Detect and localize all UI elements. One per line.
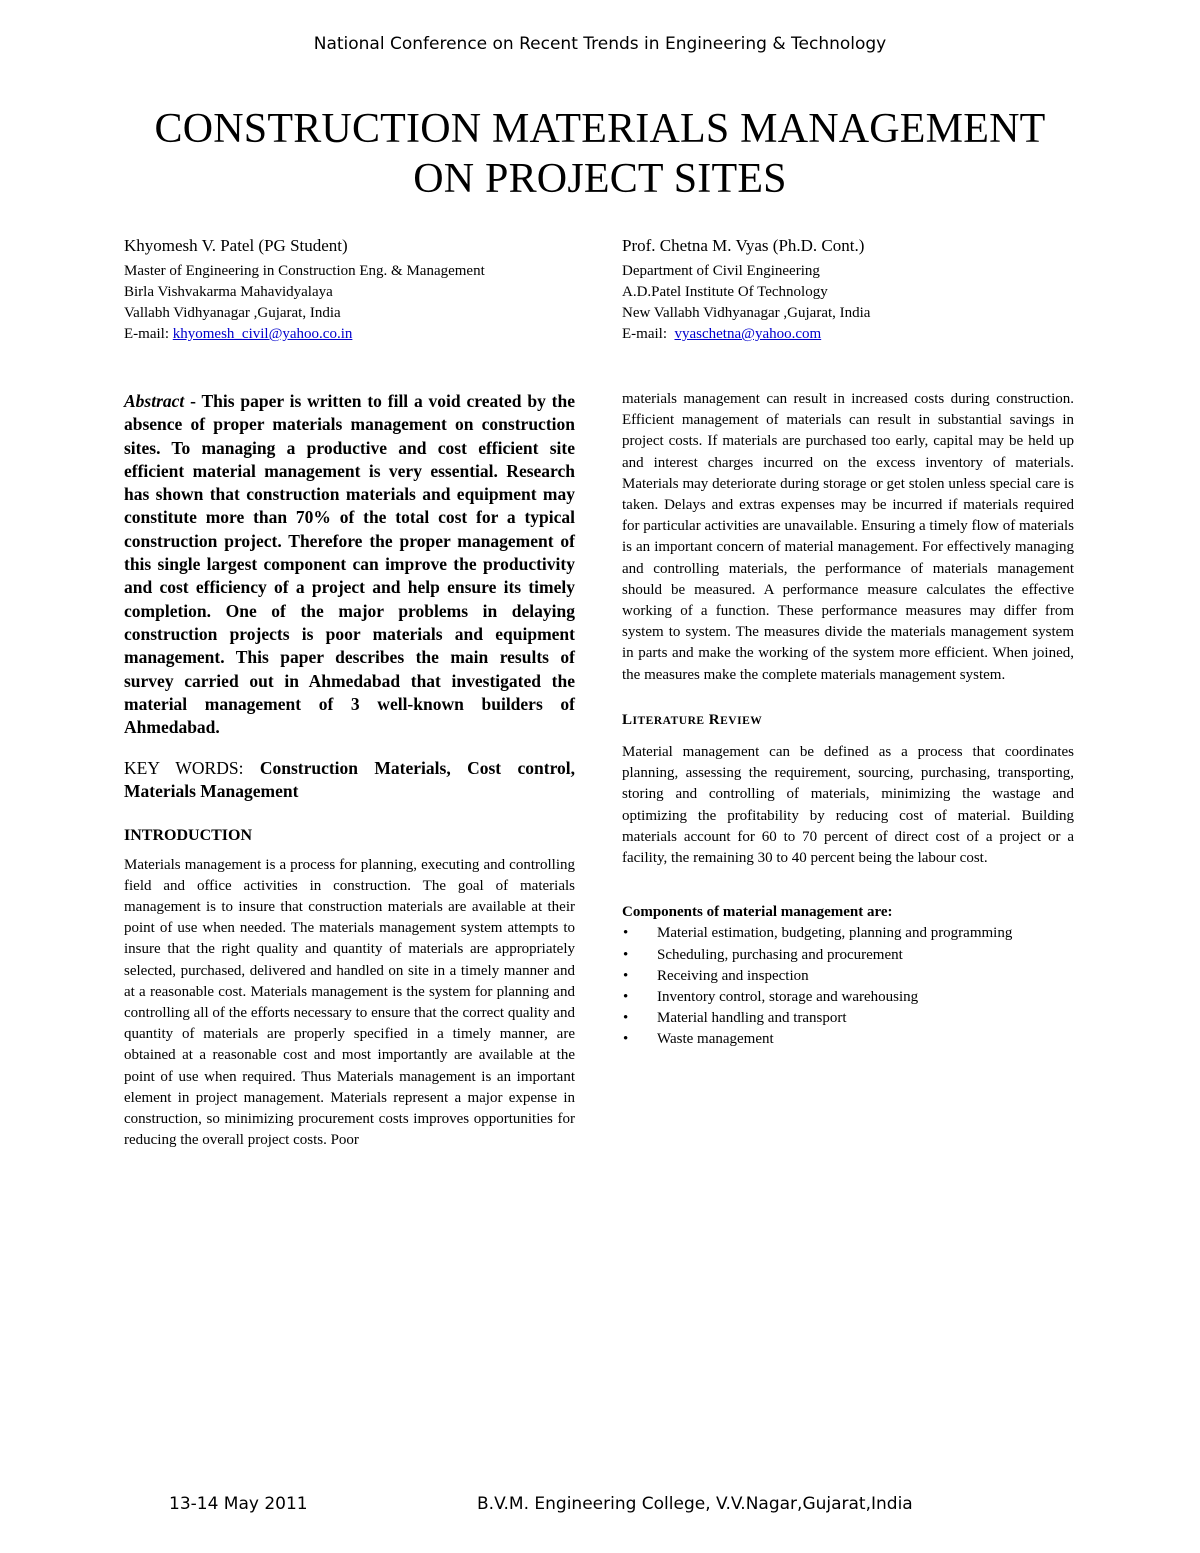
footer-date: 13-14 May 2011: [169, 1494, 308, 1514]
literature-review-text: Material management can be defined as a process that coordinates planning, assessing the requirement, sourcing, purchasing, transporting, storing and controlling of materials, minimizing the wastage and optimizing the profitability by reducing cost of material. Building materials account for 60 to 70 percent of direct cost of a project or a facility, the remaining 30 to 40 percent being the labour cost.: [622, 744, 1074, 867]
keywords-label: KEY WORDS:: [124, 758, 260, 779]
abstract-label: Abstract: [124, 391, 185, 411]
author-affiliation-line: Vallabh Vidhyanagar ,Gujarat, India: [124, 305, 341, 321]
list-item: • Inventory control, storage and warehousing: [622, 987, 1074, 1008]
keywords-text: Construction Materials, Cost control, Materials Management: [124, 758, 576, 802]
footer-venue: B.V.M. Engineering College, V.V.Nagar,Gujarat,India: [477, 1494, 913, 1514]
components-heading: Components of material management are:: [622, 904, 893, 921]
bullet-icon: •: [623, 967, 629, 984]
author-affiliation-line: A.D.Patel Institute Of Technology: [622, 284, 828, 300]
list-item: • Material estimation, budgeting, planning and programming: [622, 923, 1074, 944]
left-column: [124, 390, 575, 1152]
continuation-text: materials management can result in increased costs during construction. Efficient management of materials can result in substantial savings in project costs. If materials are purchased too early, capital may be held up and interest charges incurred on the excess inventory of materials. Materials may deteriorate during storage or get stolen unless special care is taken. Delays and extras expenses may be incurred if materials required for particular activities are unavailable. Ensuring a timely flow of materials is an important concern of material management. For effectively managing and controlling materials, the performance of materials management should be measured. A performance measure calculates the effective working of a function. These performance measures may differ from system to system. The measures divide the materials management system in parts and make the working of the system more efficient. When joined, the measures make the complete materials management system.: [622, 391, 1074, 683]
abstract-text: - This paper is written to fill a void created by the absence of proper materials management on construction sites. To managing a productive and cost efficient site efficient material management is very essential. Research has shown that construction materials and equipment may constitute more than 70% of the total cost for a typical construction project. Therefore the proper management of this single largest component can improve the productivity and cost efficiency of a project and help ensure its timely completion. One of the major problems in delaying construction projects is poor materials and equipment management. This paper describes the main results of survey carried out in Ahmedabad that investigated the material management of 3 well-known builders of Ahmedabad.: [124, 391, 575, 738]
bullet-icon: •: [623, 1010, 629, 1027]
list-item: • Material handling and transport: [622, 1008, 1074, 1029]
bullet-icon: •: [623, 925, 629, 942]
email-link[interactable]: khyomesh_civil@yahoo.co.in: [172, 326, 353, 342]
author-email-line: [622, 324, 1082, 345]
email-label: E-mail:: [622, 326, 675, 342]
list-item: • Waste management: [622, 1029, 1074, 1050]
title-line-2: ON PROJECT SITES: [413, 156, 787, 202]
section-heading-literature-review: LITERATURE REVIEW: [622, 711, 763, 728]
list-item: • Receiving and inspection: [622, 966, 1074, 987]
running-head: National Conference on Recent Trends in Engineering & Technology: [313, 34, 887, 54]
author-affiliation-line: Department of Civil Engineering: [622, 263, 820, 279]
author-name: Khyomesh V. Patel (PG Student): [124, 236, 348, 255]
title-line-1: CONSTRUCTION MATERIALS MANAGEMENT: [154, 106, 1046, 152]
paper-title: [0, 104, 1200, 204]
list-item: • Scheduling, purchasing and procurement: [622, 945, 1074, 966]
author-name: Prof. Chetna M. Vyas (Ph.D. Cont.): [622, 236, 865, 255]
right-column: [622, 389, 1074, 1051]
introduction-text: Materials management is a process for planning, executing and controlling field and office activities in construction. The goal of materials management is to insure that construction materials are available at their point of use when needed. The materials management system attempts to insure that the right quality and quantity of materials are appropriately selected, purchased, delivered and handled on site in a timely manner and at a reasonable cost. Materials management is the system for planning and controlling all of the efforts necessary to ensure that the correct quality and quantity of materials are properly specified in a timely manner, are obtained at a reasonable cost and most importantly are available at the point of use when required. Thus Materials management is an important element in project management. Materials represent a major expense in construction, so minimizing procurement costs improves opportunities for reducing the overall project costs. Poor: [124, 856, 575, 1149]
keywords: [124, 757, 575, 803]
author-block-2: [622, 234, 1082, 345]
bullet-icon: •: [623, 1031, 629, 1048]
components-list: [622, 923, 1074, 1050]
email-label: E-mail:: [124, 326, 173, 342]
bullet-icon: •: [623, 989, 629, 1006]
author-email-line: [124, 324, 584, 345]
email-link[interactable]: vyaschetna@yahoo.com: [674, 326, 822, 342]
abstract: [124, 390, 575, 739]
author-affiliation-line: Birla Vishvakarma Mahavidyalaya: [124, 284, 333, 300]
section-heading-introduction: INTRODUCTION: [124, 827, 253, 845]
author-block-1: [124, 234, 584, 345]
author-affiliation-line: Master of Engineering in Construction Eng. & Management: [124, 263, 485, 279]
author-affiliation-line: New Vallabh Vidhyanagar ,Gujarat, India: [622, 305, 871, 321]
bullet-icon: •: [623, 946, 629, 963]
